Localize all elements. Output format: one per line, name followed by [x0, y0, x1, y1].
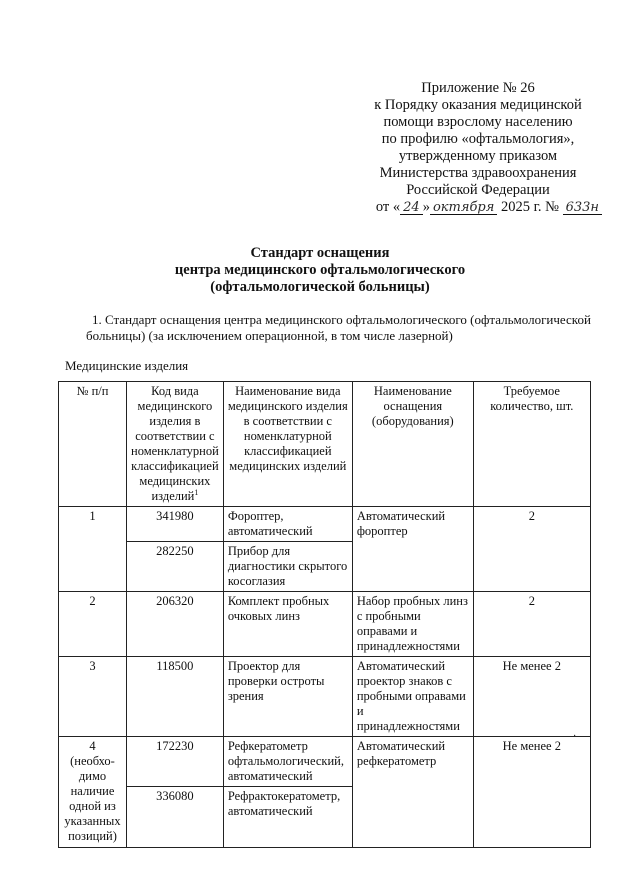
equipment-name: Автоматический фороптер [352, 507, 473, 592]
device-code: 341980 [127, 507, 224, 542]
appendix-title: Приложение № 26 [421, 80, 535, 96]
appendix-header [350, 80, 606, 216]
equipment-name: Набор пробных линз с пробными оправами и принадлежностями [352, 592, 473, 657]
table-row [59, 737, 591, 787]
appendix-line: к Порядку оказания медицинской [374, 97, 582, 113]
equipment-table [58, 381, 591, 848]
subheading: Медицинские изделия [65, 358, 189, 373]
device-code: 336080 [127, 787, 224, 848]
header-num: № п/п [59, 382, 127, 507]
title-line-2: центра медицинского офтальмологического [174, 262, 466, 278]
table-header-row [59, 382, 591, 507]
appendix-line: Министерства здравоохранения [379, 165, 577, 181]
header-code: Код вида медицинского изделия в соответствии с номенклатурной классификацией медицинских изделий$^1$ [127, 382, 224, 507]
section-line-2: больницы) (за исключением операционной, в том числе лазерной) [86, 327, 453, 343]
device-name: Фороптер, автоматический [223, 507, 352, 542]
required-quantity: 2 [473, 507, 590, 592]
row-note: (необхо-димо наличие одной из указанных позиций) [64, 754, 121, 843]
scan-speck: · [573, 731, 577, 742]
title-line-3: (офтальмологической больницы) [210, 279, 430, 295]
order-reference [350, 199, 606, 216]
order-prefix: от « [375, 199, 401, 215]
required-quantity: Не менее 2 [473, 657, 590, 737]
order-day-handwritten: 24 [400, 201, 423, 215]
equipment-name: Автоматический рефкератометр [352, 737, 473, 848]
appendix-line: по профилю «офтальмология», [381, 131, 575, 147]
order-number-handwritten: 633н [563, 201, 602, 215]
title-line-1: Стандарт оснащения [250, 245, 390, 261]
device-code: 118500 [127, 657, 224, 737]
device-name: Рефкератометр офтальмологический, автоматический [223, 737, 352, 787]
row-number: 4 (необхо-димо наличие одной из указанных позиций) [59, 737, 127, 848]
header-qty: Требуемое количество, шт. [473, 382, 590, 507]
table-row [59, 657, 591, 737]
document-title [0, 245, 640, 296]
row-number: 1 [59, 507, 127, 592]
equipment-name: Автоматический проектор знаков с пробными оправами и принадлежностями [352, 657, 473, 737]
device-code: 172230 [127, 737, 224, 787]
order-month-handwritten: октября [430, 201, 497, 215]
device-code: 206320 [127, 592, 224, 657]
table-row [59, 507, 591, 542]
table-row [59, 592, 591, 657]
required-quantity: Не менее 2 [473, 737, 590, 848]
device-name: Комплект пробных очковых линз [223, 592, 352, 657]
header-name: Наименование вида медицинского изделия в соответствии с номенклатурной классификацией медицинских изделий [223, 382, 352, 507]
row-number: 3 [59, 657, 127, 737]
row-number: 2 [59, 592, 127, 657]
order-mid: » [422, 199, 430, 215]
appendix-line: утвержденному приказом [398, 148, 558, 164]
device-code: 282250 [127, 542, 224, 592]
order-year: 2025 г. № [500, 199, 559, 215]
footnote-mark: 1 [194, 487, 199, 497]
section-line-1: 1. Стандарт оснащения центра медицинского офтальмологического (офтальмологической [92, 312, 591, 327]
device-name: Проектор для проверки остроты зрения [223, 657, 352, 737]
device-name: Рефрактокератометр, автоматический [223, 787, 352, 848]
section-heading [86, 312, 591, 343]
appendix-line: Российской Федерации [406, 182, 550, 198]
required-quantity: 2 [473, 592, 590, 657]
appendix-line: помощи взрослому населению [383, 114, 573, 130]
header-equipment: Наименование оснащения (оборудования) [352, 382, 473, 507]
device-name: Прибор для диагностики скрытого косоглазия [223, 542, 352, 592]
